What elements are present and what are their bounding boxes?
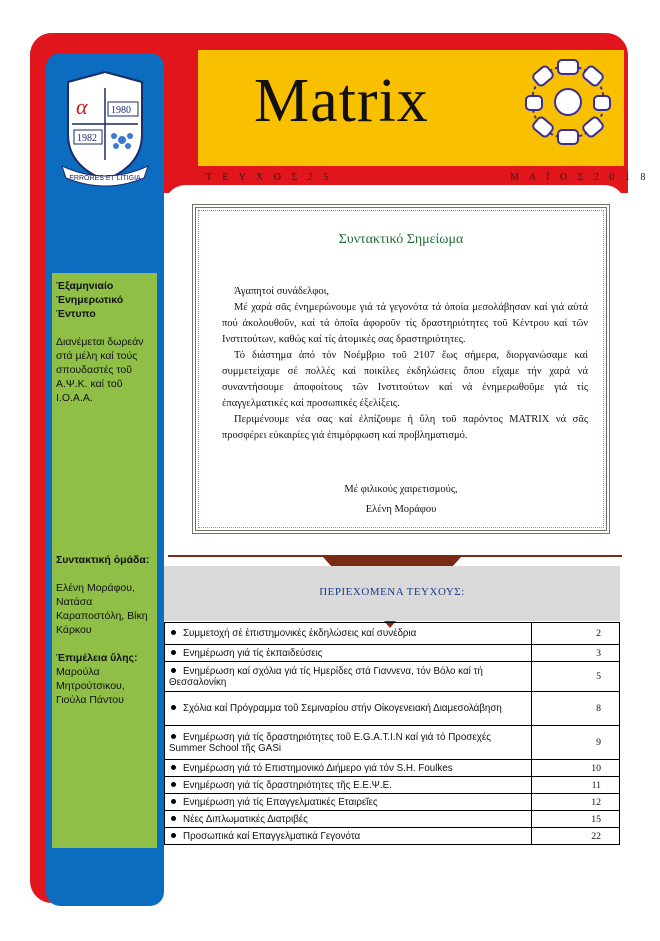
- bullet-icon: [171, 833, 176, 838]
- contents-item-title-cell: [165, 794, 532, 811]
- bullet-icon: [171, 630, 176, 635]
- editorial-paragraph: Περιμένουμε νέα σας καί ἐλπίζουμε ἡ ὕλη τοῦ παρόντος MATRIX νά σᾶς προσφέρει εὐκαιρίες γιά ἐπιμόρφωση καί προβληματισμό.: [222, 414, 588, 441]
- editorial-box: [192, 204, 610, 534]
- editorial-title: Συντακτικό Σημείωμα: [338, 232, 464, 247]
- table-row[interactable]: [165, 662, 620, 692]
- editorial-salutation: Άγαπητοί συνάδελφοι,: [234, 286, 330, 297]
- contents-item-page: 22: [532, 828, 620, 845]
- svg-text:1982: 1982: [77, 133, 97, 144]
- contents-item-title: Ενημέρωση γιά τίς Επαγγελματικές Εταιρεῖες: [183, 796, 378, 808]
- contents-item-page: 11: [532, 777, 620, 794]
- editorial-team-names: Ελένη Μοράφου, Νατάσα Καραποστόλη, Βίκη Κάρκου: [56, 582, 148, 636]
- editing-label: Έπιμέλεια ὕλης:: [56, 652, 138, 664]
- contents-item-page: 5: [532, 662, 620, 692]
- contents-header: [164, 566, 620, 621]
- contents-item-title: Συμμετοχή σέ ἐπιστημονικές ἐκδηλώσεις καί συνέδρια: [183, 628, 417, 639]
- contents-item-page: 15: [532, 811, 620, 828]
- bullet-icon: [171, 705, 176, 710]
- contents-item-title: Ενημέρωση γιά τίς δραστηριότητες τῆς Ε.Ε.Ψ.Ε.: [183, 779, 392, 791]
- contents-item-page: 3: [532, 645, 620, 662]
- publication-type: Έξαμηνιαίο Ένημερωτικό Έντυπο: [56, 280, 124, 320]
- contents-item-title-cell: [165, 760, 532, 777]
- table-row[interactable]: [165, 726, 620, 760]
- sidebar-info-box: [52, 273, 157, 848]
- contents-item-page: 10: [532, 760, 620, 777]
- contents-item-title-cell: [165, 777, 532, 794]
- contents-item-page: 9: [532, 726, 620, 760]
- editorial-paragraph: Τό διάστημα ἀπό τόν Νοέμβριο τοῦ 2107 ἕως σήμερα, διοργανώσαμε καί συμμετείχαμε σέ πολλές καί ποικίλες ἐκδηλώσεις ὅπου εἴχαμε τήν χαρά νά συναντήσουμε ἀποφοίτους τῶν Ινστιτούτων καί νά ἐνημερωθοῦμε γιά τίς ἐπαγγελματικές καί προσωπικές ἐξελίξεις.: [222, 350, 588, 409]
- bullet-icon: [171, 816, 176, 821]
- editorial-signature: Ελένη Μοράφου: [365, 504, 437, 515]
- circle-of-people-icon: [522, 56, 614, 148]
- table-row[interactable]: [165, 692, 620, 726]
- svg-text:α: α: [76, 94, 88, 119]
- table-row[interactable]: [165, 828, 620, 845]
- table-row[interactable]: [165, 811, 620, 828]
- contents-item-title-cell: [165, 623, 532, 645]
- bullet-icon: [171, 734, 176, 739]
- contents-item-page: 8: [532, 692, 620, 726]
- contents-item-title: Ενημέρωση γιά τίς δραστηριότητες τοῦ E.G.A.T.I.N καί γιά τό Προσεχές Summer School τῆς GASi: [169, 731, 491, 754]
- table-row[interactable]: [165, 645, 620, 662]
- bullet-icon: [171, 650, 176, 655]
- issue-date: Μ Α Ϊ Ο Σ 2 0 1 8: [510, 172, 650, 183]
- bullet-icon: [171, 782, 176, 787]
- svg-text:ERRORES ET LITIGIA: ERRORES ET LITIGIA: [69, 175, 141, 182]
- contents-title: ΠΕΡΙΕΧΟΜΕΝΑ ΤΕΥΧΟΥΣ:: [319, 586, 465, 598]
- bullet-icon: [171, 668, 176, 673]
- contents-item-title: Ενημέρωση γιά τό Επιστημονικό Διήμερο γιά τόν S.H. Foulkes: [183, 762, 453, 774]
- contents-item-title: Νέες Διπλωματικές Διατριβές: [183, 813, 308, 825]
- distribution-note: Διανέμεται δωρεάν στά μέλη καί τούς σπουδαστές τοῦ Α.Ψ.Κ. καί τοῦ Ι.Ο.Α.Α.: [56, 336, 144, 404]
- contents-item-title: Ενημέρωση καί σχόλια γιά τίς Ημερίδες στά Γιαννενα, τόν Βόλο καί τή Θεσσαλονίκη: [169, 665, 483, 688]
- editorial-body: [222, 284, 588, 444]
- editorial-paragraph: Μέ χαρά σᾶς ἐνημερώνουμε γιά τά γεγονότα τά ὁποία μεσολάβησαν καί γιά αὐτά πού ἀκολουθοῦν, καί τά ὁποῖα ἀφοροῦν τίς δραστηριότητες τοῦ Κέντρου καί τῶν Ινστιτούτων, καθώς καί τίς ἀτομικές σας δραστηριότητες.: [222, 302, 588, 345]
- table-row[interactable]: [165, 794, 620, 811]
- contents-item-title-cell: [165, 726, 532, 760]
- contents-item-title: Προσωπικά καί Επαγγελματικά Γεγονότα: [183, 830, 361, 842]
- contents-item-title: Σχόλια καί Πρόγραμμα τοῦ Σεμιναρίου στήν Οἰκογενειακή Διαμεσολάβηση: [183, 703, 502, 714]
- editing-names: Μαρούλα Μητρούτσικου, Γιούλα Πάντου: [56, 666, 125, 706]
- editorial-closing: Μέ φιλικούς χαιρετισμούς,: [344, 484, 458, 495]
- institute-crest-logo: [56, 68, 154, 192]
- contents-item-title-cell: [165, 645, 532, 662]
- contents-item-page: 2: [532, 623, 620, 645]
- svg-text:1980: 1980: [111, 105, 131, 116]
- masthead-title: Matrix: [254, 67, 429, 135]
- bullet-icon: [171, 765, 176, 770]
- editorial-team-label: Συντακτική ὁμάδα:: [56, 554, 150, 566]
- issue-number: Τ Ε Υ Χ Ο Σ 2 5: [206, 172, 333, 183]
- table-row[interactable]: [165, 777, 620, 794]
- contents-item-title: Ενημέρωση γιά τίς ἐκπαιδεύσεις: [183, 647, 323, 659]
- bullet-icon: [171, 799, 176, 804]
- table-row[interactable]: [165, 760, 620, 777]
- contents-item-page: 12: [532, 794, 620, 811]
- table-row[interactable]: [165, 623, 620, 645]
- contents-item-title-cell: [165, 692, 532, 726]
- contents-item-title-cell: [165, 811, 532, 828]
- table-of-contents: [164, 622, 620, 845]
- contents-item-title-cell: [165, 662, 532, 692]
- contents-item-title-cell: [165, 828, 532, 845]
